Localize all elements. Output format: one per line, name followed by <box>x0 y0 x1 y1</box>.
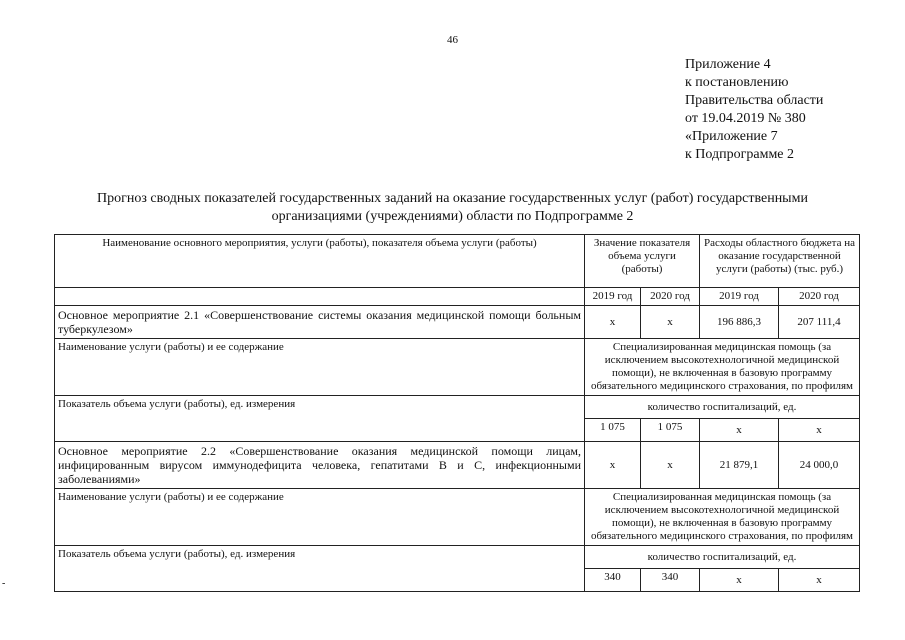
service-label: Наименование услуги (работы) и ее содержание <box>55 339 585 396</box>
service-description: Специализированная медицинская помощь (за исключением высокотехнологичной медицинской помощи), не включенная в базовую программу обязательного медицинского страхования, по профилям <box>585 339 860 396</box>
activity-value: х <box>585 306 641 339</box>
indicator-value: 340 <box>641 569 700 592</box>
indicator-label: Показатель объема услуги (работы), ед. измерения <box>55 546 585 592</box>
year-cell: 2019 год <box>585 288 641 306</box>
page-number: 46 <box>447 34 458 46</box>
appendix-line: от 19.04.2019 № 380 <box>685 111 806 126</box>
service-row <box>55 339 860 396</box>
appendix-line: «Приложение 7 <box>685 129 778 144</box>
year-row-blank <box>55 288 585 306</box>
indicator-value: х <box>779 419 860 442</box>
activity-value: х <box>641 306 700 339</box>
title-line-2: организациями (учреждениями) области по Подпрограмме 2 <box>271 209 634 224</box>
activity-value: 207 111,4 <box>779 306 860 339</box>
indicator-row <box>55 546 860 569</box>
indicator-value: х <box>700 419 779 442</box>
activity-value: 21 879,1 <box>700 442 779 489</box>
activity-value: х <box>641 442 700 489</box>
margin-mark: - <box>2 578 6 589</box>
service-description: Специализированная медицинская помощь (за исключением высокотехнологичной медицинской помощи), не включенная в базовую программу обязательного медицинского страхования, по профилям <box>585 489 860 546</box>
title-line-1: Прогноз сводных показателей государственных заданий на оказание государственных услуг (работ) государственными <box>97 191 808 206</box>
indicator-unit: количество госпитализаций, ед. <box>585 396 860 419</box>
activity-row <box>55 442 860 489</box>
header-row <box>55 235 860 288</box>
indicator-value: х <box>779 569 860 592</box>
year-cell: 2019 год <box>700 288 779 306</box>
activity-value: х <box>585 442 641 489</box>
indicator-unit: количество госпитализаций, ед. <box>585 546 860 569</box>
indicator-value: х <box>700 569 779 592</box>
indicator-value: 1 075 <box>641 419 700 442</box>
activity-name: Основное мероприятие 2.2 «Совершенствование оказания медицинской помощи лицам, инфицированным вирусом иммунодефицита человека, гепатитами В и С, инфекционными заболеваниями» <box>55 442 585 489</box>
header-expense-cell: Расходы областного бюджета на оказание государственной услуги (работы) (тыс. руб.) <box>700 235 860 288</box>
service-row <box>55 489 860 546</box>
forecast-table <box>54 234 860 592</box>
document-title <box>40 190 865 226</box>
activity-value: 196 886,3 <box>700 306 779 339</box>
appendix-line: Правительства области <box>685 93 824 108</box>
indicator-value: 1 075 <box>585 419 641 442</box>
header-name-cell: Наименование основного мероприятия, услуги (работы), показателя объема услуги (работы) <box>55 235 585 288</box>
indicator-row <box>55 396 860 419</box>
year-row <box>55 288 860 306</box>
header-value-cell: Значение показателя объема услуги (работы) <box>585 235 700 288</box>
activity-name: Основное мероприятие 2.1 «Совершенствование системы оказания медицинской помощи больным туберкулезом» <box>55 306 585 339</box>
activity-row <box>55 306 860 339</box>
indicator-label: Показатель объема услуги (работы), ед. измерения <box>55 396 585 442</box>
activity-value: 24 000,0 <box>779 442 860 489</box>
appendix-line: Приложение 4 <box>685 57 771 72</box>
year-cell: 2020 год <box>779 288 860 306</box>
appendix-heading <box>685 56 823 164</box>
appendix-line: к постановлению <box>685 75 789 90</box>
service-label: Наименование услуги (работы) и ее содержание <box>55 489 585 546</box>
appendix-line: к Подпрограмме 2 <box>685 147 795 162</box>
year-cell: 2020 год <box>641 288 700 306</box>
indicator-value: 340 <box>585 569 641 592</box>
forecast-table-wrapper <box>54 234 860 592</box>
